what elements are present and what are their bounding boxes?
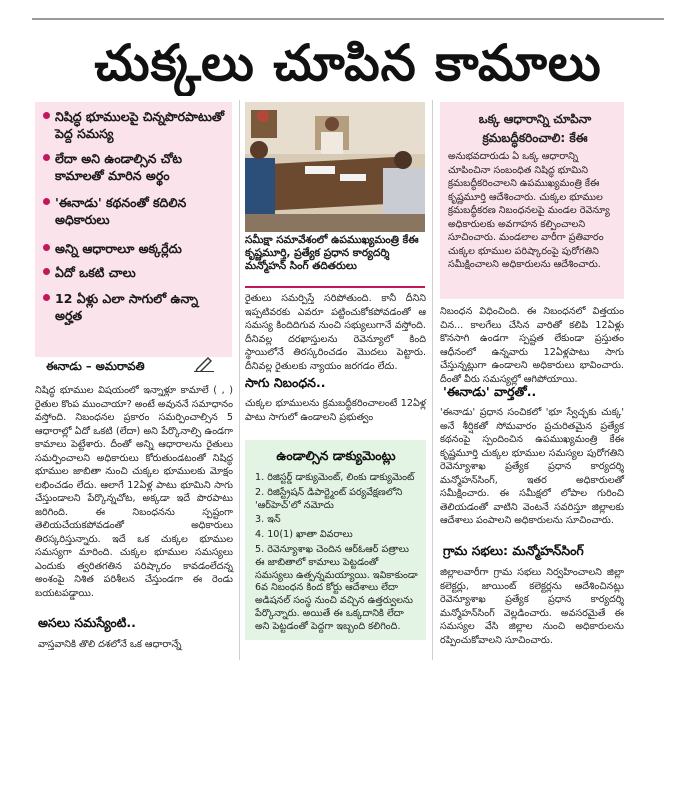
pen-icon	[194, 356, 214, 372]
middle-column-body: రైతులు సమర్పిస్తే సరిపోతుంది. కానీ దీనిని ఇప్పటివరకు ఎవరూ పట్టించుకోకపోవడంతో ఆ సమస్య కిందిదిగువ నుంచి సభ్యులుగానే వస్తోంది. దీనివల్ల దరఖాస్తులను రెవెన్యూలో కింది స్థాయిలోనే తిరస్కరించడం మొదలు పెట్టారు. దీనివల్ల రైతులకు న్యాయం జరగడం లేదు.	[245, 293, 426, 372]
middle-column-subhead: సాగు నిబంధన..	[245, 375, 326, 390]
bullet-icon	[43, 244, 50, 251]
list-item: 3. ఇన్	[255, 514, 281, 526]
column-divider	[432, 100, 433, 660]
bullet-icon	[43, 198, 50, 205]
documents-box-heading: ఉండాల్సిన డాక్యుమెంట్లు	[276, 448, 396, 463]
left-column-subhead: అసలు సమస్యేంటి..	[38, 615, 136, 630]
right-column-subhead-2: గ్రామ సభలు: మన్మోహన్‌సింగ్	[443, 543, 584, 558]
column-divider	[239, 100, 240, 660]
left-column-body-2: వాస్తవానికి తొలి దశలోనే ఒక ఆధారాన్నే	[38, 639, 182, 650]
highlight-item: 12 ఏళ్లు ఎలా సాగులో ఉన్నా అర్హత	[43, 290, 229, 324]
list-item: 1. రిజిస్టర్డ్ డాక్యుమెంట్, లింకు డాక్యుమెంట్	[255, 472, 415, 483]
highlight-item: ఏదో ఒకటి చాలు	[43, 264, 229, 281]
right-column-body: నిబంధన విధించింది. ఈ నిబంధనలో విత్తయం చిన... కాలగేలు చేసిన వారితో కలిపి 12ఏళ్లు కొనసాగి ఉండగా స్పష్టత లేకుండా ప్రస్తుతం ఆధీనంలో ఉన్నవారు 12ఏళ్లపాటు సాగు చేస్తున్నట్లుగా ఉండాలని అధికారులు భావించారు. దీంతో వీరు సమస్యల్లో ఆగిపోయాయి.	[440, 306, 624, 385]
quote-box-text: అనుభవదారుడు ఏ ఒక్క ఆధారాన్ని చూపించినా సంబంధిత నిషిద్ధ భూమిని క్రమబద్ధీకరించాలని ఉపముఖ్యమంత్రి కేఈ కృష్ణమూర్తి ఆదేశించారు. చుక్కల భూముల క్రమబద్ధీకరణ నిబంధనలపై మండల రెవెన్యూ అధికారులకు అవగాహన కల్పించాలని సూచించారు. మండలాల వారీగా ప్రతివారం చుక్కల భూముల పరిష్కారంపై పురోగతిని సమీక్షించాలని అధికారులను ఆదేశించారు.	[448, 151, 610, 270]
middle-column-body-2: చుక్కల భూములను క్రమబద్ధీకరించాలంటే 12ఏళ్ల పాటు సాగులో ఉండాలని ప్రభుత్వం	[245, 398, 426, 423]
highlight-item: లేదా అని ఉండాల్సిన చోట కామాలతో మారిన అర్థం	[43, 150, 229, 184]
right-column-body-2: 'ఈనాడు' ప్రధాన సంచికలో 'భూ స్వేచ్ఛకు చుక్క' అనే శీర్షికతో సోమవారం ప్రచురితమైన ప్రత్యేక కథనంపై స్పందించిన ఉపముఖ్యమంత్రి కేఈ కృష్ణమూర్తి చుక్కల భూముల సమస్యల పురోగతిని రెవెన్యూశాఖ ప్రత్యేక ప్రధాన కార్యదర్శి మన్మోహన్‌సింగ్, ఇతర అధికారులతో సమీక్షించారు. ఈ సమీక్షలో లోపాల గురించి తెలియడంతో వాటిని వెంటనే సవరిస్తూ జిల్లాలకు ఆదేశాలు పంపాలని అధికారులను సూచించారు.	[440, 407, 624, 526]
bullet-icon	[43, 112, 50, 119]
photo	[245, 102, 425, 232]
top-rule	[32, 18, 664, 20]
list-item: 4. 10(1) ఖాతా వివరాలు	[255, 529, 353, 541]
right-column-body-3: జిల్లాలవారీగా గ్రామ సభలు నిర్వహించాలని జిల్లా కలెక్టర్లు, జాయింట్ కలెక్టర్లను ఆదేశించినట్లు రెవెన్యూశాఖ ప్రత్యేక ప్రధాన కార్యదర్శి మన్మోహన్‌సింగ్ వెల్లడించారు. అవసరమైతే ఈ సమస్యల వేసి జిల్లాల నుంచి అధికారులను రప్పించుకోవాలని సూచించారు.	[440, 567, 624, 646]
documents-box	[245, 440, 426, 640]
right-column-subhead-1: 'ఈనాడు' వార్తతో..	[443, 384, 537, 399]
bullet-icon	[43, 268, 50, 275]
highlight-item: అన్ని ఆధారాలూ అక్కర్లేదు	[43, 240, 229, 257]
bullet-icon	[43, 154, 50, 161]
highlights-box	[35, 102, 232, 357]
headline: చుక్కలు చూపిన కామాలు	[94, 34, 602, 92]
photo-caption: సమీక్షా సమావేశంలో ఉపముఖ్యమంత్రి కేఈ కృష్ణమూర్తి, ప్రత్యేక ప్రధాన కార్యదర్శి మన్మోహన్ సింగ్ తదితరులు	[245, 234, 425, 288]
quote-box-heading: ఒక్క ఆధారాన్ని చూపినా క్రమబద్ధీకరించాలి: కేఈ	[478, 112, 592, 145]
byline: ఈనాడు – అమరావతి	[46, 359, 145, 373]
list-item: 5. రెవెన్యూశాఖ చెందిన ఆర్‌ఓఆర్ పత్రాలు ఈ జాబితాలో కామాలు పెట్టడంతో సమస్యలు ఉత్పన్నమయ్యాయి. ఇవికాకుండా 6వ నిబంధన కింద కోర్టు ఆదేశాలు లేదా అడిషనల్ సంస్థ నుంచి వచ్చిన ఉత్తర్వులను పేర్కొన్నారు. అయితే ఈ ఒక్కదానికి లేదా అని పెట్టడంతో పెద్దగా ఇబ్బంది కలిగింది.	[255, 543, 418, 632]
meeting-photo	[245, 102, 425, 232]
bullet-icon	[43, 294, 50, 301]
list-item: 2. రిజిస్ట్రేషన్ డిపార్ట్మెంట్ పర్యవేక్షణలోని 'ఆర్‌హెచ్'లో నమోదు	[255, 486, 403, 511]
highlight-item: 'ఈనాడు' కథనంతో కదిలిన అధికారులు	[43, 194, 229, 228]
highlight-item: నిషిద్ధ భూములపై చిన్నపొరపాటుతో పెద్ద సమస్య	[43, 108, 229, 142]
documents-list	[255, 472, 419, 636]
left-column-body: నిషిద్ధ భూముల విషయంలో ఇన్నాళ్లూ కామాలే ( , ) రైతుల కొంప ముంచాయా? అంటే అవుననే సమాధానం వస్తోంది. నిబంధనల ప్రకారం సమర్పించాల్సిన 5 ఆధారాల్లో ఏదో ఒకటి (లేదా) అని పేర్కొనాల్సి ఉండగా కామాలు పెట్టేశారు. దీంతో అన్ని ఆధారాలను రైతులు సమర్పించాలని అధికారులు కోరుతుండటంతో నిషిద్ధ భూముల జాబితా నుంచి చుక్కల భూములకు మోక్షం లభించడం లేదు. ఆలాగే 12ఏళ్ల పాటు భూమిని సాగు చేస్తుండాలని పేర్కొన్నచోట, అక్కడా ఇదే పొరపాటు జరిగింది. ఈ నిబంధనను స్పష్టంగా తెలియచేయకపోవడంతో అధికారులు తిరస్కరిస్తున్నారు. ఇదే ఒక చుక్కల భూముల సమస్యగా మారింది. చుక్కల భూముల సమస్యలు ఎందుకు త్వరితగతిన పరిష్కారం కావడంలేదన్న అంశంపై నిశిత పరిశీలన చేస్తుండగా ఈ రెండు బయటపడ్డాయి.	[35, 385, 233, 599]
quote-box	[440, 102, 624, 299]
